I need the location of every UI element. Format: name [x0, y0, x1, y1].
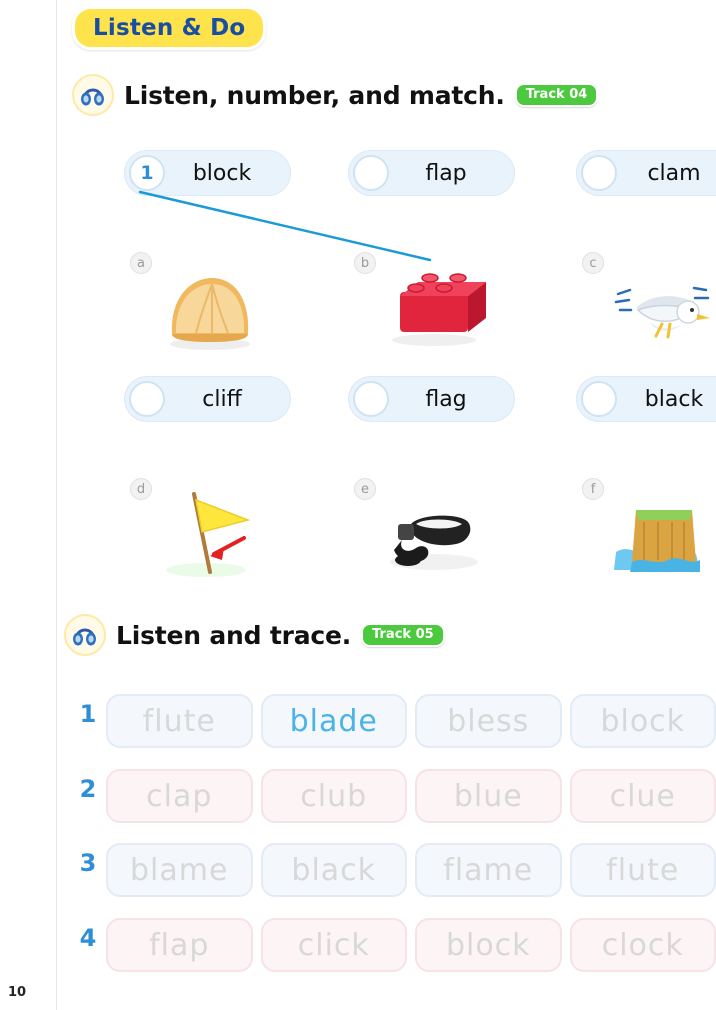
page-left-rail: [28, 0, 57, 1010]
word-label: cliff: [202, 386, 242, 412]
cliff-image: [596, 486, 716, 582]
trace-word: black: [291, 852, 377, 888]
picture-cell-a[interactable]: [124, 252, 291, 362]
trace-word: click: [297, 927, 370, 963]
picture-tag: a: [130, 252, 152, 274]
answer-circle[interactable]: [353, 155, 389, 191]
trace-box[interactable]: [415, 918, 562, 972]
trace-box[interactable]: [570, 694, 716, 748]
word-label: clam: [647, 160, 701, 186]
word-pill-clam[interactable]: [576, 150, 716, 196]
trace-box[interactable]: [570, 769, 716, 823]
word-pill-cliff[interactable]: [124, 376, 291, 422]
word-label: flag: [425, 386, 467, 412]
track-badge-1[interactable]: Track 04: [515, 83, 599, 107]
trace-box[interactable]: [415, 694, 562, 748]
section-heading-1: [72, 74, 598, 116]
yellow-flag-image: [144, 486, 274, 582]
trace-word: bless: [447, 703, 530, 739]
trace-word: blame: [130, 852, 229, 888]
trace-row-1: [106, 692, 716, 750]
answer-circle[interactable]: [353, 381, 389, 417]
picture-cell-b[interactable]: [348, 252, 515, 362]
answer-circle[interactable]: [581, 381, 617, 417]
headphones-icon: [64, 614, 106, 656]
trace-box[interactable]: [570, 918, 716, 972]
trace-row-3: [106, 841, 716, 899]
section-title-2: Listen and trace.: [116, 620, 352, 650]
picture-tag: e: [354, 478, 376, 500]
page-title: Listen & Do: [93, 15, 246, 41]
trace-word: clap: [146, 778, 213, 814]
trace-row-number: 3: [79, 849, 97, 877]
trace-row-number: 2: [79, 775, 97, 803]
trace-word: flame: [443, 852, 534, 888]
word-label: flap: [425, 160, 467, 186]
word-label: block: [192, 160, 252, 186]
trace-word: blue: [453, 778, 523, 814]
word-pill-flag[interactable]: [348, 376, 515, 422]
trace-box[interactable]: [261, 694, 408, 748]
trace-box[interactable]: [261, 769, 408, 823]
trace-box[interactable]: [415, 843, 562, 897]
seagull-image: [596, 260, 716, 356]
section-title-1: Listen, number, and match.: [124, 80, 505, 110]
answer-circle[interactable]: [129, 381, 165, 417]
red-block-image: [368, 260, 498, 356]
picture-cell-e[interactable]: [348, 478, 515, 588]
trace-word: flute: [606, 852, 680, 888]
picture-cell-f[interactable]: [576, 478, 716, 588]
word-pill-black[interactable]: [576, 376, 716, 422]
picture-tag: d: [130, 478, 152, 500]
trace-box[interactable]: [415, 769, 562, 823]
trace-word: blade: [289, 703, 378, 739]
picture-tag: f: [582, 478, 604, 500]
answer-circle[interactable]: 1: [129, 155, 165, 191]
trace-row-4: [106, 916, 716, 974]
trace-word: clock: [601, 927, 684, 963]
trace-word: block: [600, 703, 686, 739]
track-badge-2[interactable]: Track 05: [361, 623, 445, 647]
trace-box[interactable]: [106, 694, 253, 748]
black-paint-tube-image: [368, 486, 498, 582]
trace-row-number: 1: [79, 700, 97, 728]
clam-shell-image: [144, 260, 274, 356]
section-heading-2: [64, 614, 445, 656]
trace-row-2: [106, 767, 716, 825]
trace-box[interactable]: [106, 769, 253, 823]
trace-word: flute: [142, 703, 216, 739]
trace-word: club: [300, 778, 368, 814]
picture-cell-d[interactable]: [124, 478, 291, 588]
trace-word: clue: [609, 778, 676, 814]
trace-box[interactable]: [261, 843, 408, 897]
page-title-banner: [72, 6, 266, 50]
trace-word: block: [445, 927, 531, 963]
trace-box[interactable]: [106, 918, 253, 972]
trace-word: flap: [149, 927, 210, 963]
trace-box[interactable]: [570, 843, 716, 897]
trace-row-number: 4: [79, 924, 97, 952]
trace-box[interactable]: [261, 918, 408, 972]
page-number: 10: [8, 985, 27, 1000]
word-label: black: [644, 386, 704, 412]
picture-tag: b: [354, 252, 376, 274]
answer-circle[interactable]: [581, 155, 617, 191]
picture-cell-c[interactable]: [576, 252, 716, 362]
picture-tag: c: [582, 252, 604, 274]
trace-box[interactable]: [106, 843, 253, 897]
headphones-icon: [72, 74, 114, 116]
